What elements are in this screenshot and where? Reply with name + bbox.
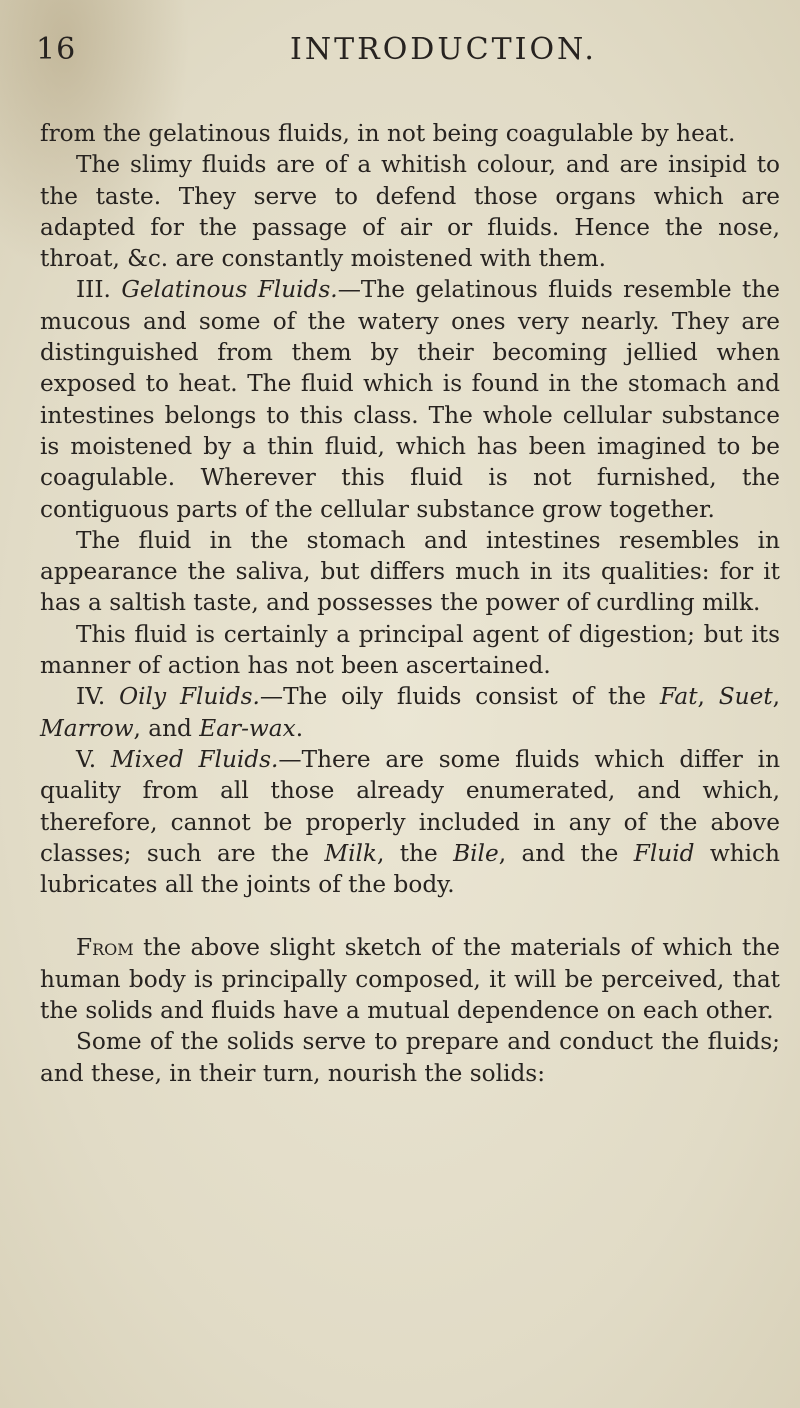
paragraph-oily-fluids: IV. Oily Fluids.—The oily fluids consist of the Fat, Suet, Marrow, and Ear-wax. [40,683,781,742]
paragraph-digestion: This fluid is certainly a principal agent of digestion; but its manner of action has not been ascertained. [40,620,780,680]
section-heading: Gelatinous Fluids. [121,276,338,304]
section-number: IV. [76,683,106,711]
paragraph-continuation: from the gelatinous fluids, in not being coagulable by heat. [40,120,736,147]
running-head: INTRODUCTION. [290,32,597,67]
paragraph-slimy-fluids: The slimy fluids are of a whitish colour, and are insipid to the taste. They serve to defend those organs which are adapted for the passage of air or fluids. Hence the nose, throat, &c. are constantly moistened with them. [40,151,780,273]
section-number: III. [76,276,111,304]
section-heading: Oily Fluids. [119,683,260,711]
paragraph-mixed-fluids: V. Mixed Fluids.—There are some fluids which differ in quality from all those already enumerated, and which, therefore, cannot be properly included in any of the above classes; such are the Milk, the Bile, and the Fluid which lubricates all the joints of the body. [40,745,781,899]
body-text [40,118,780,1089]
paragraph-gelatinous-fluids: III. Gelatinous Fluids.—The gelatinous fluids resemble the mucous and some of the watery ones very nearly. They are distinguished from them by their becoming jellied when exposed to heat. The fluid which is found in the stomach and intestines belongs to this class. The whole cellular substance is moistened by a thin fluid, which has been imagined to be coagulable. Wherever this fluid is not furnished, the contiguous parts of the cellular substance grow together. [40,276,780,523]
paragraph-solids-fluids: Some of the solids serve to prepare and conduct the fluids; and these, in their turn, nourish the solids: [40,1028,780,1087]
section-number: V. [76,745,97,773]
page-header [0,32,800,72]
paragraph-summary: From the above slight sketch of the materials of which the human body is principally composed, it will be perceived, that the solids and fluids have a mutual dependence on each other. [40,934,780,1025]
page-number: 16 [36,32,77,67]
paragraph-stomach-fluid: The fluid in the stomach and intestines resembles in appearance the saliva, but differs much in its qualities: for it has a saltish taste, and possesses the power of curdling milk. [40,526,780,617]
small-caps-lead: From [76,934,134,962]
section-heading: Mixed Fluids. [110,745,279,773]
